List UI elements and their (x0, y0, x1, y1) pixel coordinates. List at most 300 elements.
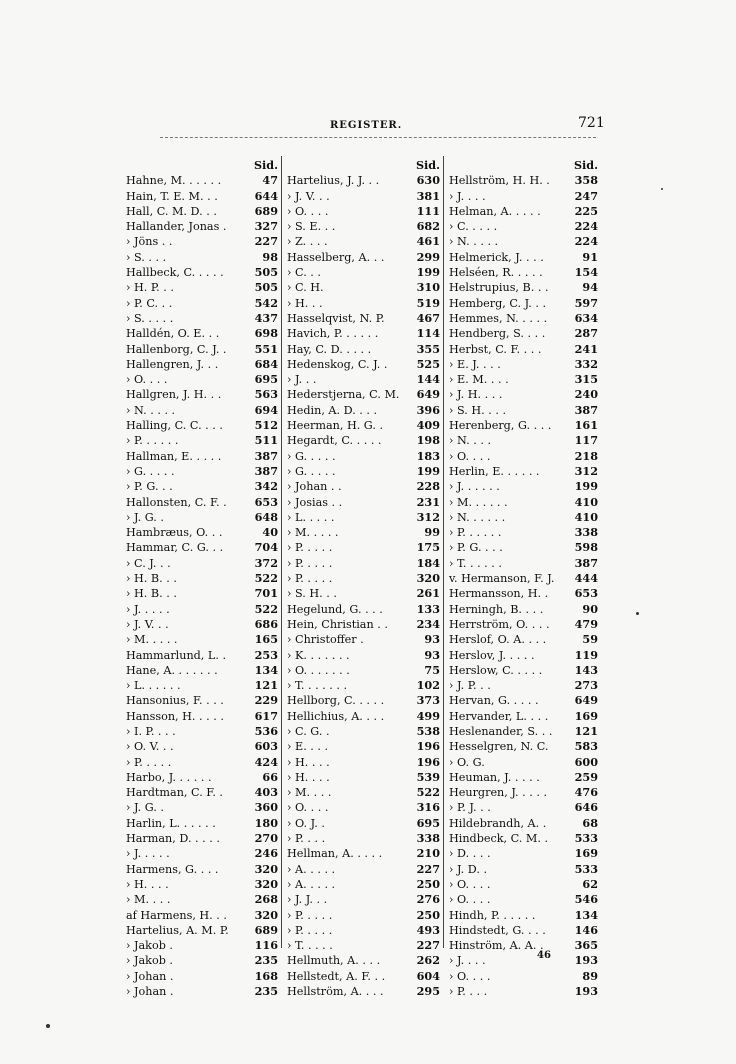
entry-page: 684 (254, 356, 278, 371)
index-entry (287, 969, 440, 984)
entry-page: 276 (416, 892, 440, 907)
entry-name: Hildebrandh, A. . (449, 816, 547, 830)
index-entry (126, 296, 278, 311)
entry-name: › P. . . . . . (126, 434, 179, 448)
index-entry (449, 342, 598, 357)
entry-page: 121 (574, 723, 598, 738)
entry-name: Heerman, H. G. . (287, 419, 384, 433)
entry-page: 546 (574, 892, 598, 907)
entry-page: 90 (582, 601, 598, 616)
index-entry (449, 877, 598, 892)
entry-page: 551 (254, 341, 278, 356)
entry-name: › J. G. . (126, 510, 164, 524)
entry-page: 493 (416, 922, 440, 937)
entry-page: 246 (254, 846, 278, 861)
index-entry (287, 265, 440, 280)
index-entry (449, 540, 598, 555)
index-entry (449, 770, 598, 785)
index-entry (126, 785, 278, 800)
entry-name: › D. . . . (449, 847, 491, 861)
entry-page: 479 (574, 616, 598, 631)
entry-name: Hane, A. . . . . . . (126, 663, 218, 677)
header-rule (160, 137, 596, 138)
entry-page: 295 (416, 984, 440, 999)
entry-name: › S. H. . . . (449, 403, 507, 417)
index-entry (126, 693, 278, 708)
index-entry (287, 495, 440, 510)
index-entry (287, 800, 440, 815)
index-entry (126, 234, 278, 249)
index-entry (449, 204, 598, 219)
entry-name: › H. . . . (126, 877, 169, 891)
entry-page: 648 (254, 509, 278, 524)
index-entry (126, 219, 278, 234)
entry-page: 241 (574, 341, 598, 356)
index-entry (287, 846, 440, 861)
entry-name: Heuman, J. . . . . (449, 770, 540, 784)
entry-page: 196 (416, 754, 440, 769)
entry-name: Hellström, A. . . . (287, 985, 384, 999)
entry-page: 196 (416, 739, 440, 754)
entry-name: › C. J. . . (126, 556, 171, 570)
entry-page: 387 (574, 402, 598, 417)
entry-page: 646 (574, 800, 598, 815)
index-entry (126, 189, 278, 204)
entry-page: 235 (254, 953, 278, 968)
index-entry (126, 250, 278, 265)
ink-speck (636, 612, 639, 615)
entry-page: 117 (574, 433, 598, 448)
entry-name: › J. G. . (126, 801, 164, 815)
index-entry (449, 678, 598, 693)
index-entry (126, 984, 278, 999)
index-entry (126, 311, 278, 326)
index-entry (287, 280, 440, 295)
index-entry (449, 418, 598, 433)
index-entry (126, 204, 278, 219)
entry-name: Hansonius, F. . . . (126, 694, 224, 708)
index-entry (287, 250, 440, 265)
index-entry (287, 877, 440, 892)
entry-name: Harman, D. . . . . (126, 832, 220, 846)
entry-name: › K. . . . . . . (287, 648, 350, 662)
entry-page: 600 (574, 754, 598, 769)
entry-name: › P. . . . . (287, 908, 333, 922)
index-entry (449, 632, 598, 647)
entry-page: 525 (416, 356, 440, 371)
entry-name: › Jakob . (126, 954, 173, 968)
index-entry (126, 372, 278, 387)
entry-name: Harlin, L. . . . . . (126, 816, 216, 830)
entry-name: › P. . . . . (287, 556, 333, 570)
index-entry (449, 296, 598, 311)
entry-name: › P. . . . . . (449, 526, 502, 540)
entry-page: 114 (416, 326, 440, 341)
entry-page: 227 (416, 938, 440, 953)
entry-page: 476 (574, 785, 598, 800)
entry-page: 180 (254, 815, 278, 830)
index-entry (287, 632, 440, 647)
entry-page: 542 (254, 295, 278, 310)
entry-page: 563 (254, 387, 278, 402)
entry-page: 183 (416, 448, 440, 463)
index-entry (449, 693, 598, 708)
entry-name: Hellmuth, A. . . . (287, 954, 381, 968)
entry-name: › I. P. . . . (126, 724, 176, 738)
index-entry (287, 571, 440, 586)
entry-name: Hallonsten, C. F. . (126, 495, 227, 509)
entry-name: Halldén, O. E. . . (126, 327, 220, 341)
entry-name: › A. . . . . (287, 877, 336, 891)
index-entry (126, 525, 278, 540)
entry-name: › Johan . . (287, 480, 342, 494)
entry-name: › S. . . . (126, 250, 167, 264)
index-entry (287, 739, 440, 754)
entry-page: 175 (416, 540, 440, 555)
index-entry (287, 984, 440, 999)
entry-name: › P. . . . (449, 985, 488, 999)
index-entry (126, 173, 278, 188)
index-entry (126, 571, 278, 586)
entry-page: 698 (254, 326, 278, 341)
index-entry (287, 602, 440, 617)
entry-page: 583 (574, 739, 598, 754)
entry-name: Heslenander, S. . . (449, 724, 553, 738)
index-entry (126, 663, 278, 678)
entry-name: Hesselgren, N. C. (449, 740, 549, 754)
entry-page: 634 (574, 310, 598, 325)
index-entry (126, 831, 278, 846)
entry-name: Herbst, C. F. . . . (449, 342, 542, 356)
entry-name: › P. J. . . (449, 801, 491, 815)
entry-name: › H. P. . . (126, 281, 174, 295)
index-entry (449, 479, 598, 494)
column-heading: Sid. (573, 158, 598, 172)
entry-name: › A. . . . . (287, 862, 336, 876)
entry-page: 268 (254, 892, 278, 907)
index-entry (126, 433, 278, 448)
entry-name: Hellstedt, A. F. . . (287, 969, 386, 983)
entry-page: 235 (254, 984, 278, 999)
entry-page: 360 (254, 800, 278, 815)
index-entry (449, 648, 598, 663)
entry-name: Herslow, C. . . . . (449, 663, 543, 677)
index-entry (287, 326, 440, 341)
entry-name: › J. V. . . (126, 617, 169, 631)
index-entry (449, 357, 598, 372)
entry-page: 327 (254, 219, 278, 234)
entry-name: Heurgren, J. . . . . (449, 786, 547, 800)
entry-page: 193 (574, 984, 598, 999)
entry-page: 144 (416, 372, 440, 387)
entry-page: 505 (254, 280, 278, 295)
entry-name: › J. J. . . (287, 893, 328, 907)
index-entry (126, 326, 278, 341)
entry-name: › Jöns . . (126, 235, 173, 249)
entry-page: 372 (254, 555, 278, 570)
index-entry (126, 602, 278, 617)
entry-page: 342 (254, 479, 278, 494)
index-entry (449, 495, 598, 510)
entry-name: Hedenskog, C. J. . (287, 357, 388, 371)
entry-page: 134 (254, 662, 278, 677)
index-entry (449, 862, 598, 877)
index-entry (126, 648, 278, 663)
index-entry (287, 923, 440, 938)
entry-name: Hegelund, G. . . . (287, 602, 383, 616)
entry-name: › E. . . . (287, 740, 329, 754)
entry-name: Hindstedt, G. . . . (449, 923, 546, 937)
index-entry (126, 357, 278, 372)
index-entry (449, 449, 598, 464)
column-heading: Sid. (253, 158, 278, 172)
entry-page: 403 (254, 785, 278, 800)
entry-name: Hartelius, A. M. P. (126, 923, 229, 937)
entry-name: › M. . . . . (126, 633, 178, 647)
index-entry (449, 709, 598, 724)
entry-page: 262 (416, 953, 440, 968)
entry-name: Hallenborg, C. J. . (126, 342, 227, 356)
index-entry (449, 234, 598, 249)
entry-page: 695 (416, 815, 440, 830)
entry-page: 165 (254, 632, 278, 647)
index-entry (126, 387, 278, 402)
entry-page: 218 (574, 448, 598, 463)
index-entry (449, 387, 598, 402)
entry-page: 270 (254, 831, 278, 846)
entry-page: 686 (254, 616, 278, 631)
entry-page: 40 (262, 525, 278, 540)
entry-name: › O. J. . (287, 816, 325, 830)
index-entry (449, 892, 598, 907)
index-entry (287, 724, 440, 739)
entry-name: › C. G. . (287, 724, 330, 738)
entry-name: › O. . . . (449, 877, 491, 891)
entry-page: 320 (254, 907, 278, 922)
entry-name: Hindbeck, C. M. . (449, 832, 549, 846)
entry-name: Herenberg, G. . . . (449, 419, 552, 433)
index-entry (126, 800, 278, 815)
index-entry (449, 938, 598, 953)
entry-page: 701 (254, 586, 278, 601)
index-entry (126, 938, 278, 953)
entry-name: › P. G. . . (126, 480, 173, 494)
entry-page: 66 (262, 769, 278, 784)
entry-name: Helmerick, J. . . . (449, 250, 544, 264)
entry-page: 59 (582, 632, 598, 647)
entry-name: Hansson, H. . . . . (126, 709, 224, 723)
entry-page: 533 (574, 831, 598, 846)
entry-page: 704 (254, 540, 278, 555)
index-entry (126, 755, 278, 770)
entry-name: › O. . . . (287, 801, 329, 815)
entry-name: Hervander, L. . . . (449, 709, 549, 723)
entry-page: 358 (574, 173, 598, 188)
entry-name: › N. . . . . (449, 235, 499, 249)
index-entry (126, 739, 278, 754)
entry-page: 644 (254, 188, 278, 203)
index-column-3 (449, 158, 598, 999)
entry-name: › O. . . . (449, 969, 491, 983)
index-entry (449, 953, 598, 968)
entry-name: Hedin, A. D. . . . (287, 403, 378, 417)
index-entry (449, 372, 598, 387)
entry-name: Hervan, G. . . . . (449, 694, 539, 708)
entry-page: 299 (416, 249, 440, 264)
entry-name: Herningh, B. . . . (449, 602, 544, 616)
index-entry (449, 969, 598, 984)
entry-name: › O. . . . (449, 893, 491, 907)
entry-page: 47 (262, 173, 278, 188)
entry-page: 522 (416, 785, 440, 800)
entry-name: Hinström, A. A. . (449, 939, 544, 953)
index-entry (126, 969, 278, 984)
index-entry (126, 510, 278, 525)
index-entry (287, 479, 440, 494)
index-entry (287, 387, 440, 402)
entry-name: Hindh, P. . . . . . (449, 908, 536, 922)
entry-name: › O. . . . (126, 373, 168, 387)
entry-name: Hallbeck, C. . . . . (126, 266, 224, 280)
index-entry (449, 724, 598, 739)
entry-name: Harbo, J. . . . . . (126, 770, 212, 784)
index-entry (449, 556, 598, 571)
index-entry (287, 908, 440, 923)
entry-page: 505 (254, 265, 278, 280)
entry-page: 387 (574, 555, 598, 570)
entry-name: › T. . . . . (287, 939, 333, 953)
entry-page: 522 (254, 571, 278, 586)
index-entry (287, 234, 440, 249)
entry-name: › E. J. . . . (449, 357, 501, 371)
entry-page: 287 (574, 326, 598, 341)
entry-name: › Josias . . (287, 495, 343, 509)
entry-page: 320 (416, 571, 440, 586)
index-entry (287, 372, 440, 387)
entry-page: 536 (254, 723, 278, 738)
column-heading: Sid. (415, 158, 440, 172)
entry-page: 315 (574, 372, 598, 387)
entry-page: 630 (416, 173, 440, 188)
index-entry (449, 265, 598, 280)
entry-page: 320 (254, 861, 278, 876)
entry-name: › O. V. . . (126, 740, 174, 754)
entry-page: 184 (416, 555, 440, 570)
index-entry (449, 984, 598, 999)
entry-name: Hay, C. D. . . . . (287, 342, 372, 356)
entry-name: › P. . . . . (126, 755, 172, 769)
entry-name: Hammarlund, L. . (126, 648, 227, 662)
index-entry (449, 755, 598, 770)
entry-page: 247 (574, 188, 598, 203)
index-column-1 (126, 158, 278, 999)
entry-name: › J. P. . . (449, 679, 491, 693)
entry-page: 649 (574, 693, 598, 708)
entry-name: Hammar, C. G. . . (126, 541, 224, 555)
index-entry (287, 785, 440, 800)
signature-mark: 46 (537, 950, 551, 961)
entry-page: 604 (416, 968, 440, 983)
entry-name: Helséen, R. . . . . (449, 266, 543, 280)
entry-name: v. Hermanson, F. J. (449, 572, 555, 586)
column-separator (443, 156, 444, 948)
entry-name: › S. E. . . (287, 220, 336, 234)
entry-page: 653 (254, 494, 278, 509)
entry-name: › O. . . . (449, 449, 491, 463)
ink-speck (46, 1024, 50, 1028)
entry-name: › Christoffer . (287, 633, 364, 647)
entry-page: 225 (574, 203, 598, 218)
index-entry (287, 173, 440, 188)
entry-name: › Johan . (126, 985, 174, 999)
entry-name: Hambræus, O. . . (126, 526, 223, 540)
index-entry (287, 678, 440, 693)
index-entry (126, 556, 278, 571)
entry-page: 227 (416, 861, 440, 876)
entry-page: 259 (574, 769, 598, 784)
entry-page: 168 (254, 968, 278, 983)
entry-page: 199 (416, 265, 440, 280)
index-entry (287, 862, 440, 877)
entry-page: 682 (416, 219, 440, 234)
entry-page: 519 (416, 295, 440, 310)
entry-page: 653 (574, 586, 598, 601)
index-entry (287, 296, 440, 311)
entry-name: › O. . . . . . . (287, 663, 350, 677)
index-entry (449, 831, 598, 846)
page-number: 721 (578, 115, 605, 131)
entry-page: 409 (416, 418, 440, 433)
entry-name: › J. D. . (449, 862, 487, 876)
index-entry (287, 556, 440, 571)
index-entry (449, 250, 598, 265)
index-entry (449, 739, 598, 754)
entry-name: › J. . . . (449, 954, 486, 968)
entry-page: 522 (254, 601, 278, 616)
entry-page: 410 (574, 509, 598, 524)
entry-name: › J. H. . . . (449, 388, 503, 402)
page-header-title: REGISTER. (330, 120, 403, 131)
entry-name: › T. . . . . . (449, 556, 502, 570)
entry-name: Hein, Christian . . (287, 617, 388, 631)
index-entry (287, 525, 440, 540)
entry-name: › J. V. . . (287, 189, 330, 203)
entry-name: › M. . . . . . (449, 495, 508, 509)
entry-page: 332 (574, 356, 598, 371)
entry-page: 199 (416, 463, 440, 478)
index-entry (449, 525, 598, 540)
index-entry (126, 265, 278, 280)
entry-page: 234 (416, 616, 440, 631)
entry-page: 597 (574, 295, 598, 310)
index-entry (449, 586, 598, 601)
index-entry (287, 342, 440, 357)
index-entry (287, 755, 440, 770)
entry-page: 310 (416, 280, 440, 295)
entry-name: Harmens, G. . . . (126, 862, 219, 876)
entry-page: 240 (574, 387, 598, 402)
entry-page: 373 (416, 693, 440, 708)
entry-name: Hellborg, C. . . . . (287, 694, 385, 708)
entry-name: › Johan . (126, 969, 174, 983)
entry-name: › L. . . . . . (126, 679, 181, 693)
index-entry (449, 923, 598, 938)
index-entry (126, 495, 278, 510)
index-entry (126, 586, 278, 601)
index-entry (449, 311, 598, 326)
entry-name: Hellström, H. H. . (449, 174, 550, 188)
entry-page: 199 (574, 479, 598, 494)
